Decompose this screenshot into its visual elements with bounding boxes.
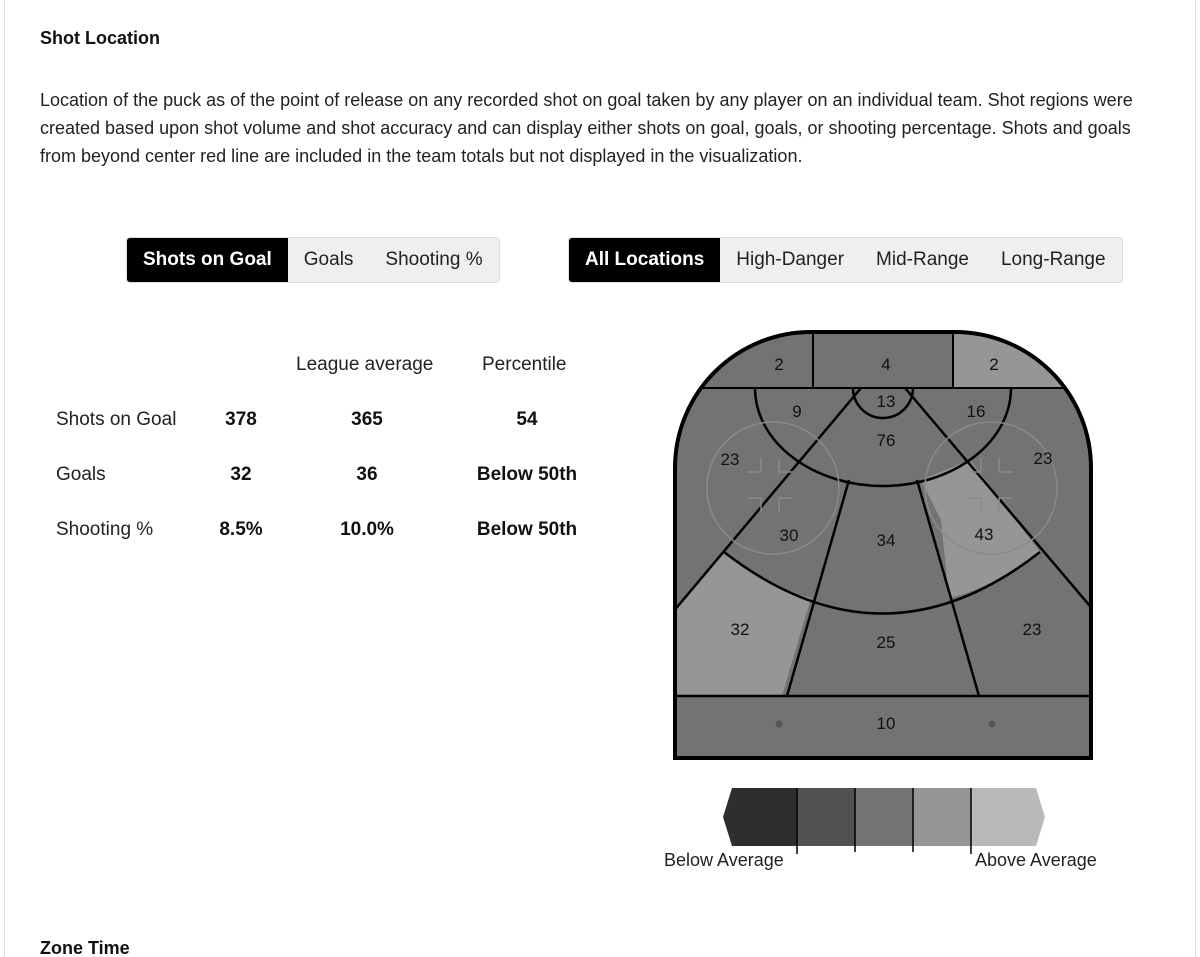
value-inner-right: 16 bbox=[966, 402, 986, 421]
value-mid-center: 34 bbox=[876, 531, 896, 550]
scale-swatch-5 bbox=[971, 788, 1045, 846]
header-percentile: Percentile bbox=[482, 354, 567, 375]
value-slot: 76 bbox=[876, 431, 896, 450]
league-shooting-pct: 10.0% bbox=[340, 519, 394, 540]
scale-swatch-3 bbox=[855, 788, 913, 846]
shot-location-rink bbox=[673, 330, 1095, 766]
color-scale-legend bbox=[660, 782, 1120, 854]
scale-swatch-4 bbox=[913, 788, 971, 846]
value-mid-left: 30 bbox=[779, 526, 799, 545]
row-label-shots-on-goal: Shots on Goal bbox=[56, 409, 177, 430]
row-label-goals: Goals bbox=[56, 464, 106, 485]
metric-toggle bbox=[126, 237, 500, 283]
location-option-mid-range[interactable]: Mid-Range bbox=[876, 249, 969, 270]
value-top-right: 2 bbox=[989, 355, 999, 374]
value-low-left: 32 bbox=[730, 620, 750, 639]
row-label-shooting-pct: Shooting % bbox=[56, 519, 154, 540]
section-title: Shot Location bbox=[40, 28, 160, 48]
value-top-left: 2 bbox=[774, 355, 784, 374]
percentile-shots-on-goal: 54 bbox=[516, 409, 538, 430]
metric-option-goals[interactable]: Goals bbox=[303, 249, 354, 270]
value-outer-right: 23 bbox=[1033, 449, 1053, 468]
location-option-long-range[interactable]: Long-Range bbox=[1000, 249, 1106, 270]
location-option-high-danger[interactable]: High-Danger bbox=[736, 249, 845, 270]
metric-option-shooting-pct[interactable]: Shooting % bbox=[385, 249, 483, 270]
value-low-right: 23 bbox=[1022, 620, 1042, 639]
value-inner-left: 9 bbox=[792, 402, 802, 421]
value-outer-left: 23 bbox=[720, 450, 740, 469]
section-description: Location of the puck as of the point of release on any recorded shot on goal taken by any player on an individual team. Shot regions were created based upon shot volume and shot accuracy and can display either shots on goal, goals, or shooting percentage. Shots and goals from beyond center red line are included in the team totals but not displayed in the visualization. bbox=[40, 90, 1133, 166]
location-toggle bbox=[568, 237, 1123, 283]
region-top-right bbox=[953, 330, 1095, 388]
header-league-average: League average bbox=[296, 354, 434, 375]
scale-label-below-average: Below Average bbox=[664, 850, 784, 870]
value-low-center: 25 bbox=[876, 633, 896, 652]
faceoff-dot-right bbox=[989, 721, 996, 728]
league-shots-on-goal: 365 bbox=[351, 409, 383, 430]
zone-time-title: Zone Time bbox=[40, 938, 130, 957]
team-goals: 32 bbox=[230, 464, 252, 485]
league-goals: 36 bbox=[356, 464, 378, 485]
team-shots-on-goal: 378 bbox=[225, 409, 257, 430]
page-container bbox=[4, 0, 1196, 957]
value-top-center: 4 bbox=[881, 355, 891, 374]
metric-option-shots-on-goal[interactable]: Shots on Goal bbox=[127, 238, 288, 282]
region-top-left bbox=[673, 330, 813, 388]
value-point: 10 bbox=[876, 714, 896, 733]
scale-swatch-1 bbox=[723, 788, 797, 846]
scale-swatch-2 bbox=[797, 788, 855, 846]
value-crease: 13 bbox=[876, 392, 896, 411]
team-shooting-pct: 8.5% bbox=[219, 519, 263, 540]
scale-label-above-average: Above Average bbox=[975, 850, 1097, 870]
faceoff-dot-left bbox=[776, 721, 783, 728]
percentile-shooting-pct: Below 50th bbox=[476, 519, 578, 540]
value-mid-right: 43 bbox=[974, 525, 994, 544]
location-option-all[interactable]: All Locations bbox=[569, 238, 720, 282]
percentile-goals: Below 50th bbox=[476, 464, 578, 485]
